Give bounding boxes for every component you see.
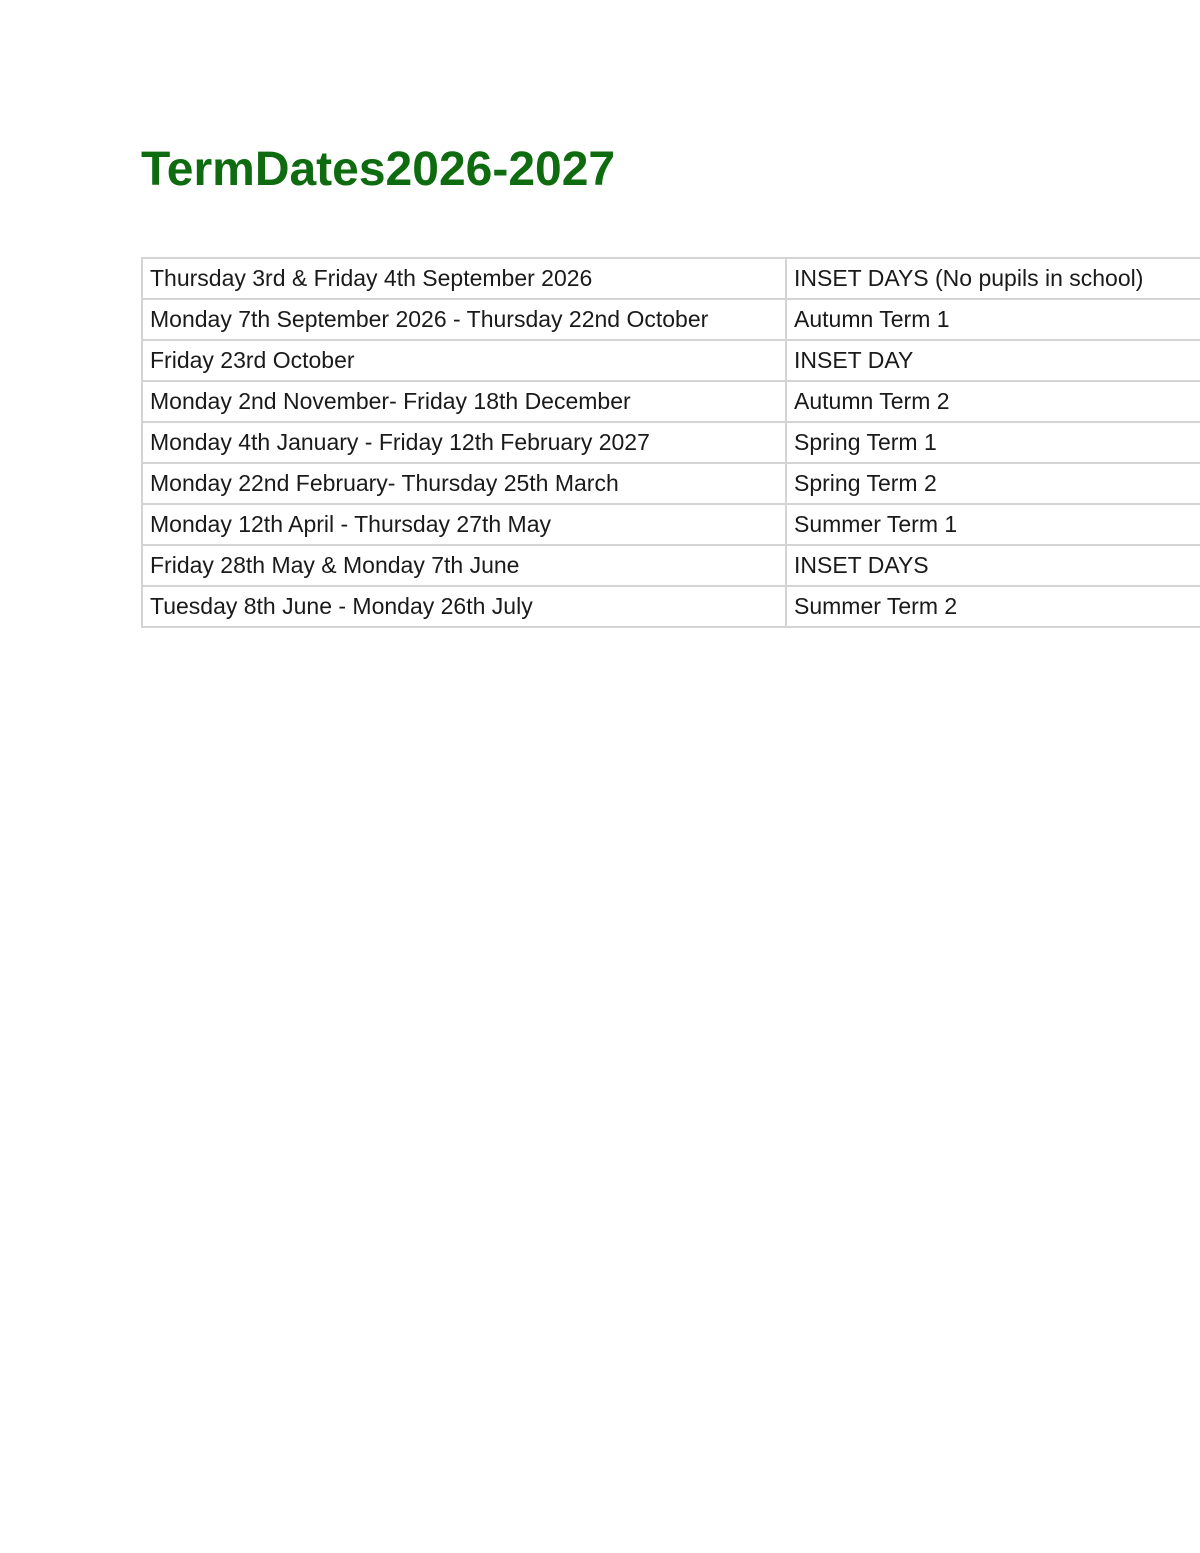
table-row: [142, 381, 1200, 422]
description-cell: Spring Term 1: [786, 422, 1200, 463]
description-cell: Spring Term 2: [786, 463, 1200, 504]
table-row: [142, 340, 1200, 381]
table-row: [142, 504, 1200, 545]
description-cell: Summer Term 1: [786, 504, 1200, 545]
table-row: [142, 422, 1200, 463]
term-dates-table: [141, 257, 1200, 628]
table-row: [142, 545, 1200, 586]
dates-cell: Monday 22nd February- Thursday 25th March: [142, 463, 786, 504]
description-cell: Autumn Term 2: [786, 381, 1200, 422]
table-row: [142, 258, 1200, 299]
dates-cell: Thursday 3rd & Friday 4th September 2026: [142, 258, 786, 299]
dates-cell: Tuesday 8th June - Monday 26th July: [142, 586, 786, 627]
table-row: [142, 586, 1200, 627]
description-cell: INSET DAY: [786, 340, 1200, 381]
table-row: [142, 299, 1200, 340]
description-cell: Autumn Term 1: [786, 299, 1200, 340]
dates-cell: Monday 7th September 2026 - Thursday 22nd October: [142, 299, 786, 340]
dates-cell: Friday 23rd October: [142, 340, 786, 381]
table-row: [142, 463, 1200, 504]
dates-cell: Monday 2nd November- Friday 18th December: [142, 381, 786, 422]
description-cell: INSET DAYS: [786, 545, 1200, 586]
dates-cell: Monday 4th January - Friday 12th February 2027: [142, 422, 786, 463]
page-title: TermDates2026-2027: [141, 143, 616, 196]
description-cell: Summer Term 2: [786, 586, 1200, 627]
dates-cell: Monday 12th April - Thursday 27th May: [142, 504, 786, 545]
description-cell: INSET DAYS (No pupils in school): [786, 258, 1200, 299]
dates-cell: Friday 28th May & Monday 7th June: [142, 545, 786, 586]
